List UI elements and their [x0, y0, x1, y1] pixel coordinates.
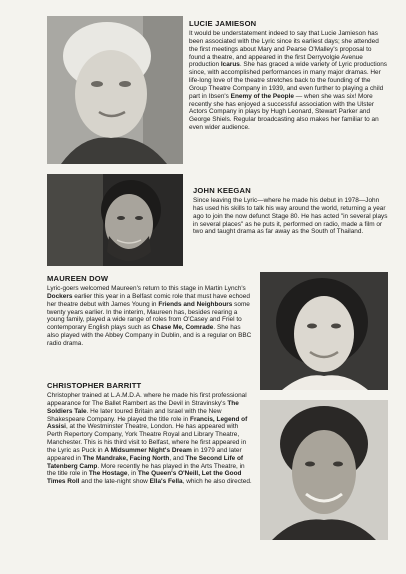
play-title: The Soldiers Tale [47, 399, 239, 415]
bio-text-run: , which he also directed. [182, 478, 252, 486]
bio-text-run: . More recently he has played in the Arts Theatre, in the title role in [47, 462, 245, 478]
bio-name-maureen-dow: MAUREEN DOW [47, 274, 109, 283]
play-title: Chase Me, Comrade [151, 324, 214, 332]
bio-text-christopher-barritt [47, 392, 252, 486]
bio-text-run: It would be understatement indeed to say that Lucie Jamieson has been associated with the Lyric since its earliest days; she attended the first meetings about Mary and Pearse O'Malley's proposal to found a theatre, and appeared in the first Derryvolgie Avenue production [189, 30, 379, 69]
bio-name-christopher-barritt: CHRISTOPHER BARRITT [47, 381, 142, 390]
bio-text-lucie-jamieson [189, 30, 389, 132]
bio-text-run: Lyric-goers welcomed Maureen's return to this stage in Martin Lynch's [47, 285, 246, 292]
photo-john-keegan [47, 174, 183, 266]
bio-text-run: , at the Westminster Theatre, London. He has appeared with Perth Repertory Company, York Theatre Royal and Library Theatre, Manchester. This is his third visit to Belfast, where he first appeared in the Lyric as Puck in [47, 423, 247, 454]
play-title: Francis, Legend of Assisi [47, 415, 248, 431]
photo-maureen-dow [260, 272, 388, 390]
bio-name-lucie-jamieson: LUCIE JAMIESON [189, 19, 257, 28]
bio-text-john-keegan [193, 197, 391, 236]
play-title: Friends and Neighbours [158, 300, 233, 308]
bio-name-john-keegan: JOHN KEEGAN [193, 186, 251, 195]
play-title: The Mandrake, Facing North [82, 454, 170, 462]
bio-christopher-barritt [47, 381, 252, 486]
play-title: Ella's Fella [149, 478, 183, 486]
bio-text-run: . She has also played with the Abbey Company in Dublin, and is a regular on BBC radio drama. [47, 324, 252, 347]
bio-text-run: and the late-night show [79, 478, 150, 486]
bio-text-run: , in [127, 470, 138, 478]
bio-text-run: . He later toured Britain and Israel with the New Shakespeare Company. He played the title role in [47, 407, 222, 423]
play-title: Icarus [220, 61, 240, 69]
play-title: Dockers [47, 292, 73, 300]
bio-text-run: — when she was six! More recently she has enjoyed a successful association with the Ulster Actors Company in plays by Hugh Leonard, Stewart Parker and George Shiels. Regular broadcasting also makes her familiar to an even wider audience. [189, 92, 379, 132]
bio-text-maureen-dow [47, 285, 252, 348]
bio-text-run: earlier this year in a Belfast comic role that must have echoed her theatre debut with James Young in [47, 292, 250, 308]
bio-text-run: . She has graced a wide variety of Lyric productions since, with accomplished performances in many major dramas. Her life-long love of the theatre stretches back to the founding of the Group Theatre Company in 1939, and even further to playing a child part in Ibsen's [189, 61, 388, 100]
play-title: A Midsummer Night's Dream [104, 446, 192, 454]
photo-christopher-barritt [260, 400, 388, 540]
bio-text-run: , and [169, 454, 186, 462]
play-title: Enemy of the People [230, 92, 294, 100]
bio-text-run: in 1979 and later appeared in [47, 446, 242, 462]
bio-text-run: Christopher trained at L.A.M.D.A. where he made his first professional appearance for The Ballet Rambert as the Devil in Stravinsky's [47, 392, 247, 407]
play-title: The Queen's O'Neill, Let the Good Times Roll [47, 470, 242, 486]
play-title: The Hostage [88, 470, 128, 478]
bio-john-keegan [193, 186, 391, 236]
photo-lucie-jamieson [47, 16, 183, 164]
bio-text-run: Since leaving the Lyric—where he made his debut in 1978—John has used his skills to talk his way around the world, returning a year ago to join the now defunct Stage 80. He has acted "in several plays in several places" as he puts it, performed on radio, made a film or two and taught drama as far away as the South of Thailand. [193, 197, 388, 236]
bio-lucie-jamieson [189, 19, 389, 132]
bio-maureen-dow [47, 274, 252, 348]
play-title: The Second Life of Tatenberg Camp [47, 454, 244, 470]
bio-text-run: some twenty years earlier. In the interim, Maureen has, besides rearing a young family, played a wide range of roles from O'Casey and Friel to contemporary English plays such as [47, 300, 250, 332]
